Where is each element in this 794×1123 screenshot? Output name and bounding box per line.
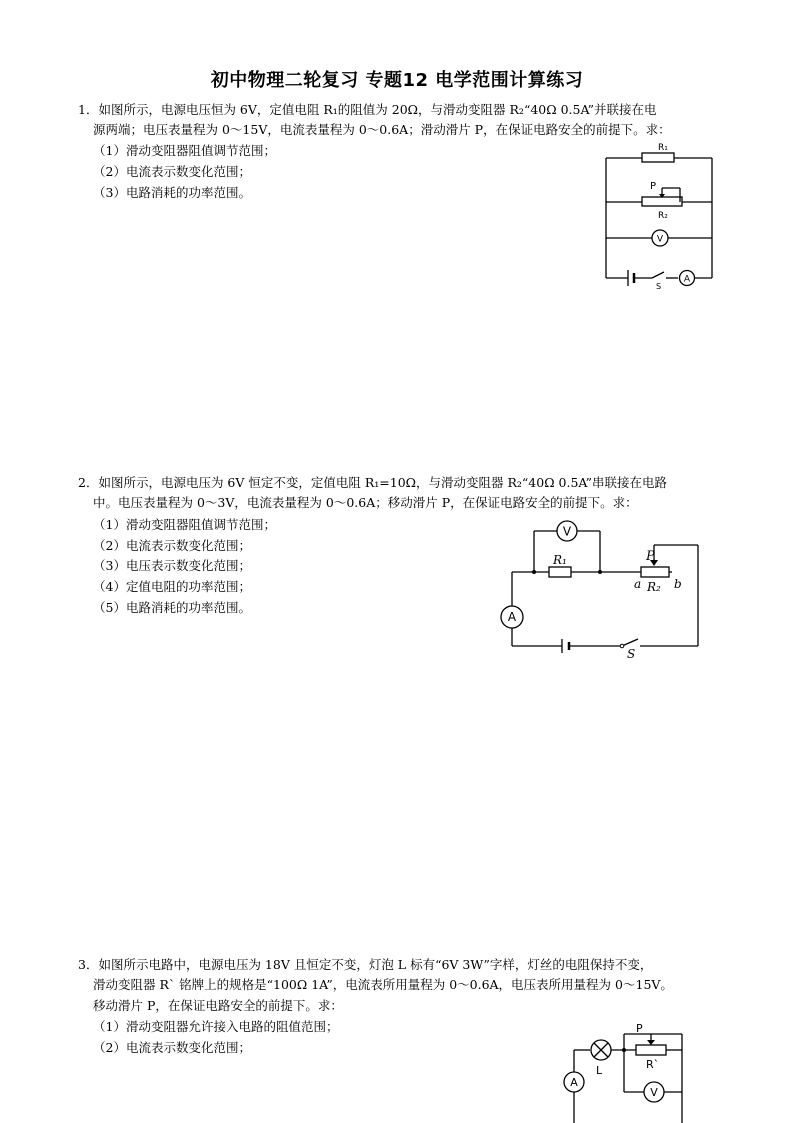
- q1-switch: [652, 272, 664, 278]
- q2-sub-3: （3）电压表示数变化范围；: [93, 558, 251, 573]
- q1-r2-label: R₂: [658, 211, 668, 221]
- q1-sub-2: （2）电流表示数变化范围；: [93, 164, 251, 179]
- q3-r-label: R`: [646, 1058, 660, 1071]
- q3-a-label: A: [570, 1076, 578, 1089]
- q3-line-2: 滑动变阻器 R` 铭牌上的规格是“100Ω 1A”，电流表所用量程为 0～0.6A，电压表所用量程为 0～15V。: [93, 977, 673, 992]
- q1-circuit-diagram: [600, 138, 720, 290]
- q3-line-1: 3．如图所示电路中，电源电压为 18V 且恒定不变，灯泡 L 标有“6V 3W”字样，灯丝的电阻保持不变，: [78, 957, 653, 972]
- q2-sub-4: （4）定值电阻的功率范围；: [93, 579, 251, 594]
- q1-r2-rheostat: [642, 197, 682, 206]
- q1-r1-label: R₁: [658, 143, 668, 153]
- q1-p-label: P: [650, 181, 657, 192]
- q2-v-label: V: [562, 524, 572, 539]
- q3-rheostat: [636, 1045, 666, 1055]
- q2-sub-1: （1）滑动变阻器阻值调节范围；: [93, 517, 276, 532]
- q3-v-label: V: [650, 1086, 658, 1099]
- page-title: 初中物理二轮复习 专题12 电学范围计算练习: [210, 70, 584, 91]
- q2-sub-2: （2）电流表示数变化范围；: [93, 538, 251, 553]
- q2-r2-rheostat: [641, 567, 669, 577]
- q1-r1-resistor: [642, 153, 674, 162]
- q1-line-1: 1．如图所示，电源电压恒为 6V，定值电阻 R₁的阻值为 20Ω，与滑动变阻器 R₂“40Ω 0.5A”并联接在电: [78, 102, 657, 117]
- q2-r2-label: R₂: [647, 580, 661, 594]
- q3-circuit-diagram: [556, 1020, 696, 1123]
- q1-a-label: A: [683, 274, 691, 285]
- q2-s-label: S: [627, 647, 636, 661]
- q2-a-end-label: a: [634, 577, 642, 591]
- q2-switch: [622, 639, 638, 646]
- q3-l-label: L: [596, 1064, 603, 1077]
- q2-line-1: 2．如图所示，电源电压为 6V 恒定不变，定值电阻 R₁=10Ω，与滑动变阻器 R₂“40Ω 0.5A”串联接在电路: [78, 475, 668, 490]
- q2-a-label: A: [507, 610, 517, 624]
- q3-line-3: 移动滑片 P，在保证电路安全的前提下。求：: [93, 998, 343, 1013]
- q3-sub-2: （2）电流表示数变化范围；: [93, 1040, 251, 1055]
- q2-p-label: P: [646, 549, 655, 564]
- q2-circuit-diagram: [494, 515, 706, 663]
- q3-p-label: P: [636, 1022, 643, 1035]
- q1-v-label: V: [656, 234, 664, 245]
- q2-r1-label: R₁: [553, 553, 567, 567]
- q2-line-2: 中。电压表量程为 0～3V，电流表量程为 0～0.6A；移动滑片 P，在保证电路安全的前提下。求：: [93, 495, 638, 510]
- q1-sub-1: （1）滑动变阻器阻值调节范围；: [93, 143, 276, 158]
- q3-sub-1: （1）滑动变阻器允许接入电路的阻值范围；: [93, 1019, 339, 1034]
- q2-r1-resistor: [549, 567, 571, 577]
- q2-b-end-label: b: [674, 577, 682, 591]
- q1-sub-3: （3）电路消耗的功率范围。: [93, 185, 251, 200]
- q1-s-label: S: [656, 282, 662, 290]
- q1-line-2: 源两端；电压表量程为 0～15V，电流表量程为 0～0.6A；滑动滑片 P，在保证电路安全的前提下。求：: [93, 122, 671, 137]
- q2-sub-5: （5）电路消耗的功率范围。: [93, 600, 251, 615]
